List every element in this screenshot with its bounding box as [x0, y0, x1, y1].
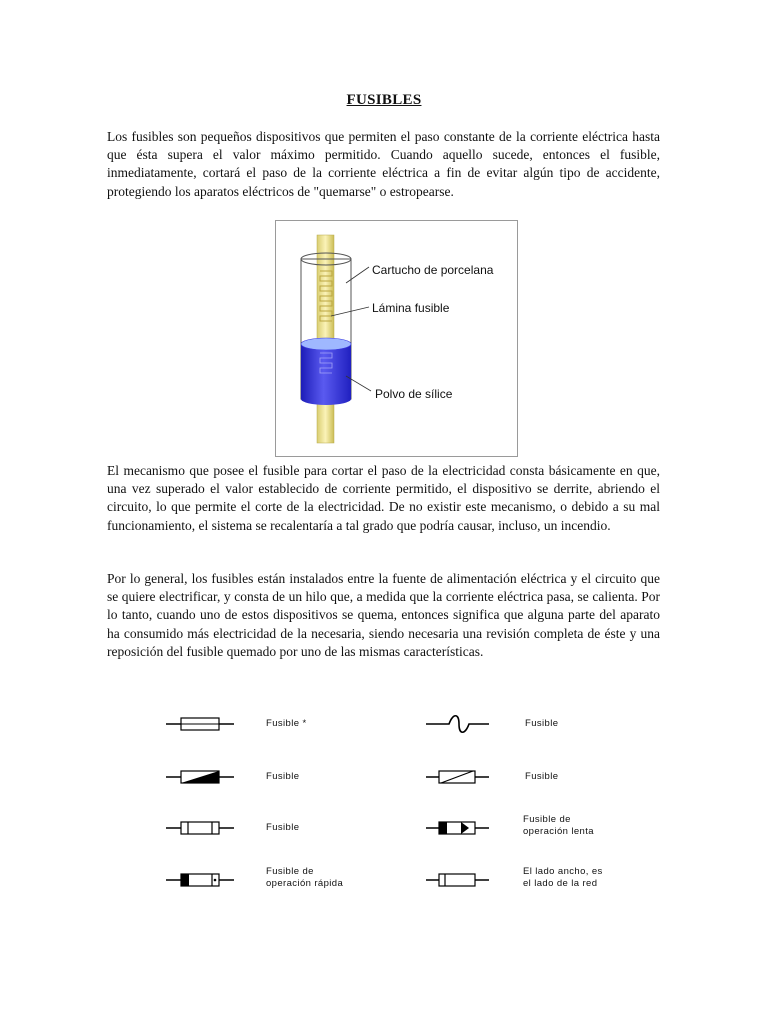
fuse-diagram	[275, 220, 518, 457]
symbol-label-7-line1: Fusible de	[266, 866, 314, 877]
fuse-symbol-3	[165, 766, 235, 788]
fuse-symbol-2	[425, 713, 490, 735]
symbol-label-1: Fusible *	[266, 718, 307, 729]
symbol-label-6-line1: Fusible de	[523, 814, 571, 825]
symbol-label-7-line2: operación rápida	[266, 878, 344, 889]
paragraph-mechanism: El mecanismo que posee el fusible para cortar el paso de la electricidad consta básicamente en que, una vez superado el valor establecido de corriente permitido, el dispositivo se derrite, abriendo el circuito, lo que permite el corte de la electricidad. De no existir este mecanismo, o debido a su mal funcionamiento, el sistema se recalentaría a tal grado que podría causar, incluso, un incendio.	[107, 463, 660, 533]
paragraph-intro: Los fusibles son pequeños dispositivos que permiten el paso constante de la corriente eléctrica hasta que ésta supera el valor máximo permitido. Cuando aquello sucede, entonces el fusible, inmediatamente, cortará el paso de la corriente eléctrica a fin de evitar algún tipo de accidente, protegiendo los aparatos eléctricos de "quemarse" o estropearse.	[107, 129, 660, 199]
label-cartucho: Cartucho de porcelana	[372, 263, 494, 277]
fuse-symbol-5	[165, 817, 235, 839]
symbol-label-4: Fusible	[525, 771, 559, 782]
fuse-illustration	[276, 221, 519, 458]
page-title: FUSIBLES	[346, 92, 422, 108]
symbol-label-6	[523, 814, 594, 838]
symbol-label-8-line2: el lado de la red	[523, 878, 598, 889]
symbol-label-6-line2: operación lenta	[523, 826, 594, 837]
fuse-symbol-8	[425, 869, 490, 891]
symbol-label-2: Fusible	[525, 718, 559, 729]
symbol-label-8	[523, 866, 603, 890]
symbol-label-5: Fusible	[266, 822, 300, 833]
symbol-label-7	[266, 866, 343, 890]
fuse-symbol-7	[165, 869, 235, 891]
fuse-symbol-6	[425, 817, 490, 839]
symbol-label-8-line1: El lado ancho, es	[523, 866, 603, 877]
fuse-symbol-1	[165, 713, 235, 735]
label-lamina: Lámina fusible	[372, 301, 450, 315]
label-polvo: Polvo de sílice	[375, 387, 453, 401]
paragraph-installation: Por lo general, los fusibles están instalados entre la fuente de alimentación eléctrica y el circuito que se quiere electrificar, y consta de un hilo que, a medida que la corriente eléctrica pasa, se calienta. Por lo tanto, cuando uno de estos dispositivos se quema, entonces significa que alguna parte del aparato ha consumido más electricidad de la necesaria, siendo necesaria una revisión completa de éste y una reposición del fusible quemado por uno de las mismas características.	[107, 571, 660, 659]
symbol-label-3: Fusible	[266, 771, 300, 782]
fuse-symbol-4	[425, 766, 490, 788]
